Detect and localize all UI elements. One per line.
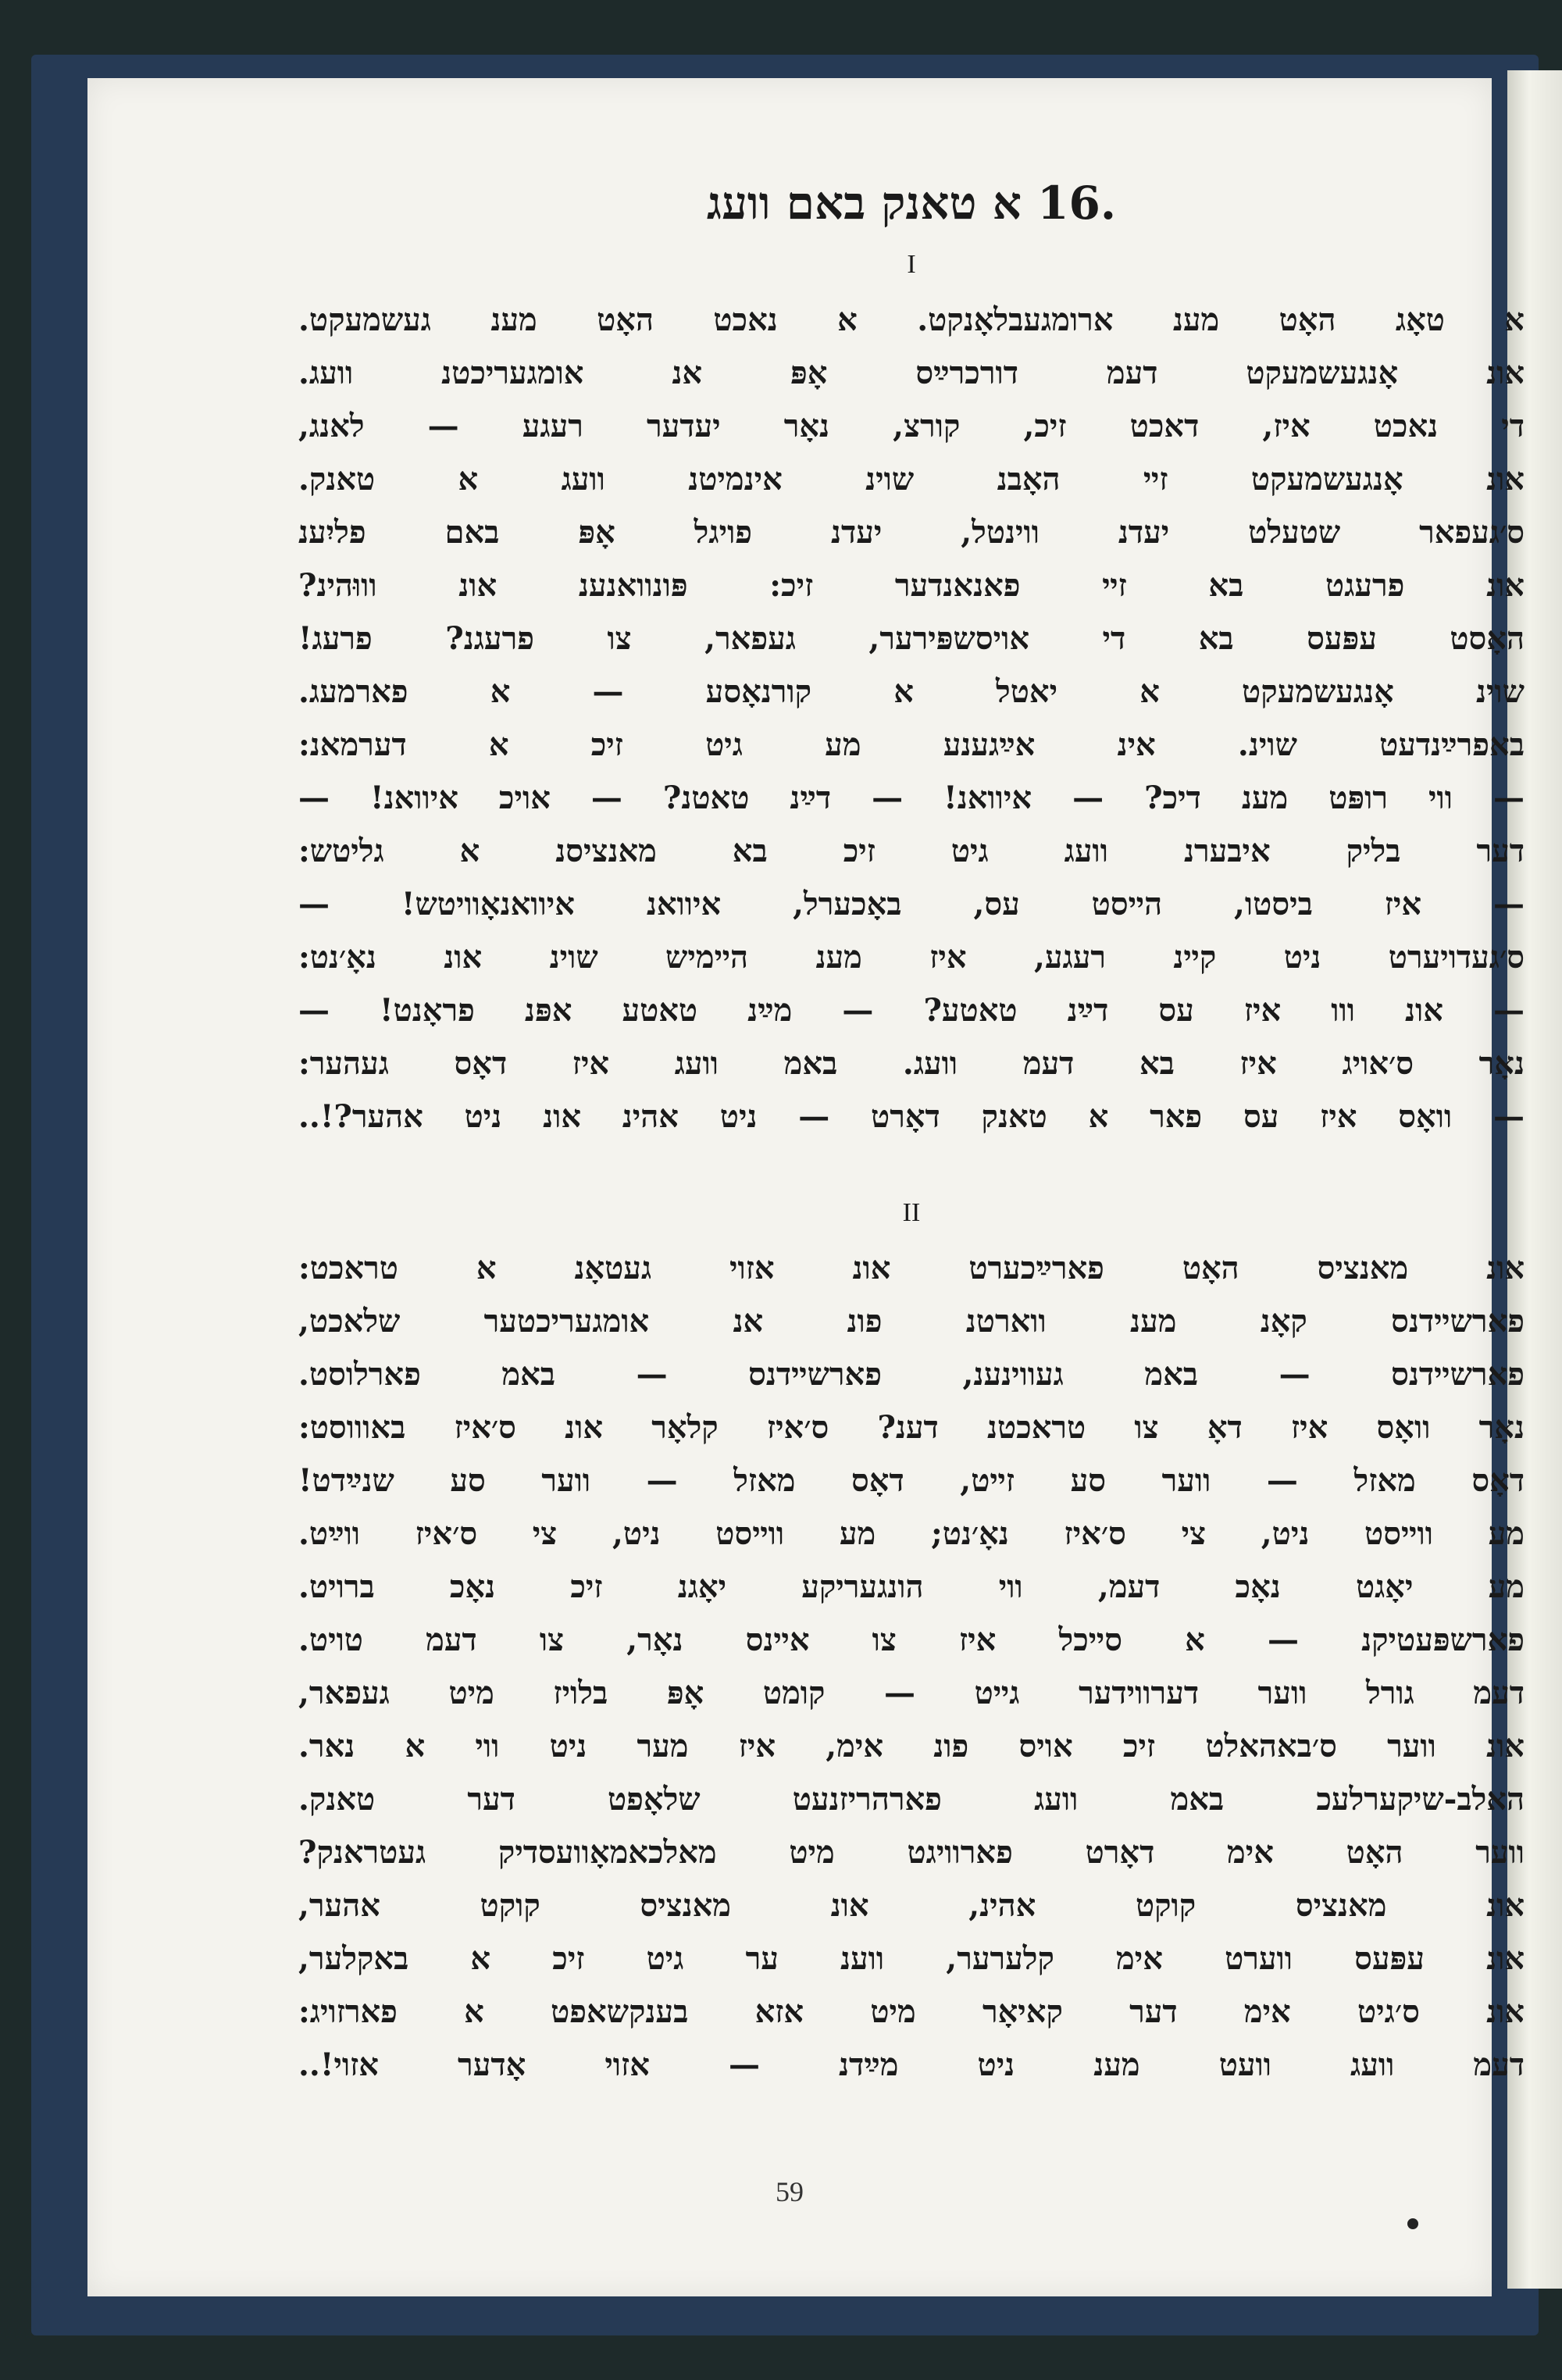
verse-line: שוינ אָנגעשמעקט א יאטל א קורנאָסע — א פארמעג. — [298, 673, 1525, 710]
verse-line: אונ ווער ס׳באהאלט זיכ אויס פונ אימ, איז מער ניט ווי א נאר. — [298, 1728, 1525, 1764]
verse-line: נאָר ס׳אויג איז בא דעמ וועג. באמ וועג איז דאָס געהער: — [298, 1045, 1525, 1082]
verse-line: דאָס מאזל — ווער סע זײט, דאָס מאזל — ווער סע שנײַדט! — [298, 1462, 1525, 1499]
verse-line: דעמ וועג וועט מענ ניט מײַדנ — אזוי אָדער אזוי!.. — [298, 2046, 1525, 2083]
verse-line: האלב-שיקערלעכ באמ וועג פארהריזנעט שלאָפט דער טאנק. — [298, 1781, 1525, 1818]
verse-line: פארשפּעטיקנ — א סײכל איז צו אײנס נאָר, צו דעמ טויט. — [298, 1622, 1525, 1658]
verse-line: — איז ביסטו, הײסט עס, באָכערל, איוואנ איוואנאָוויטש! — — [298, 886, 1525, 922]
verse-line: האָסט עפּעס בא די אויסשפּירער, געפאר, צו פרעגנ? פרעג! — [298, 620, 1525, 657]
verse-line: ווער האָט אימ דאָרט פארוויגט מיט מאלכאמאָוועסדיק געטראנק? — [298, 1834, 1525, 1871]
verse-line: דער בליק איבערנ וועג גיט זיכ בא מאנציסנ א גליטש: — [298, 833, 1525, 869]
verse-line: ס׳געפאר שטעלט יעדנ ווינטל, יעדנ פויגל אָפּ באם פליִענ — [298, 514, 1525, 551]
poem — [298, 172, 1525, 2092]
book-page — [87, 78, 1525, 2296]
verse-line: אונ אָנגעשמעקט דעמ דורכרײַס אָפּ אנ אומגעריכטנ וועג. — [298, 355, 1525, 391]
verse-line: ס׳געדויערט ניט קײנ רעגע, איז מענ הײמיש שוינ אונ נאָ׳נט: — [298, 939, 1525, 976]
verse-line: אונ פרעגט בא זײ פאנאנדער זיכ: פּונוואנענ אונ וווּהינ? — [298, 567, 1525, 604]
verse-line: מע ווײסט ניט, צי ס׳איז נאָ׳נט; מע ווײסט ניט, צי ס׳איז ווײַט. — [298, 1515, 1525, 1552]
verse-line: — אונ ווו איז עס דײַנ טאטע? — מײַנ טאטע אפּנ פראָנט! — — [298, 992, 1525, 1029]
poem-title: .16 א טאנק באם וועג — [706, 177, 1117, 230]
verse-line: — וואָס איז עס פאר א טאנק דאָרט — ניט אהינ אונ ניט אהער?!.. — [298, 1098, 1525, 1135]
verse-line: אונ מאנציס האָט פארײַכערט אונ אזוי געטאָנ א טראכט: — [298, 1250, 1525, 1286]
verse-line: — ווי רופּט מענ דיכ? — איוואנ! — דײַנ טאטנ? — אויכ איוואנ! — — [298, 780, 1525, 816]
stanza-1 — [298, 294, 1525, 1144]
section-numeral-2: II — [902, 1198, 921, 1227]
verse-line: די נאכט איז, דאכט זיכ, קורצ, נאָר יעדער רעגע — לאנג, — [298, 408, 1525, 444]
verse-line: אונ מאנציס קוקט אהינ, אונ מאנציס קוקט אהער, — [298, 1887, 1525, 1924]
verse-line: אונ עפּעס ווערט אימ קלערער, ווענ ער גיט זיכ א באקלער, — [298, 1940, 1525, 1977]
section-numeral-1: I — [907, 250, 916, 279]
verse-line: דעמ גורל ווער דערווידער גײט — קומט אָפּ בלויז מיט געפאר, — [298, 1675, 1525, 1711]
verse-line: באפרײַנדעט שוינ. אינ אײַגענע מע גיט זיכ א דערמאנ: — [298, 726, 1525, 763]
verse-line: אונ אָנגעשמעקט זײ האָבנ שוינ אינמיטנ וועג א טאנק. — [298, 461, 1525, 498]
page-number: 59 — [776, 2176, 804, 2207]
ink-dot — [1407, 2218, 1418, 2229]
verse-line: אונ ס׳גיט אימ דער קאיאָר מיט אזא בענקשאפט א פארזויג: — [298, 1993, 1525, 2030]
verse-line: א טאָג האָט מענ ארומגעבלאָנקט. א נאכט האָט מענ געשמעקט. — [298, 302, 1525, 338]
verse-line: מע יאָגט נאָכ דעמ, ווי הונגעריקע יאָגנ זיכ נאָכ ברויט. — [298, 1568, 1525, 1605]
stanza-2 — [298, 1242, 1525, 2092]
verse-line: פארשײדנס קאָנ מענ ווארטנ פונ אנ אומגעריכטער שלאכט, — [298, 1303, 1525, 1340]
verse-line: פארשײדנס — באמ געווינענ, פארשײדנס — באמ פארלוסט. — [298, 1356, 1525, 1393]
verse-line: נאָר וואָס איז דאָ צו טראכטנ דענ? ס׳איז קלאָר אונ ס׳איז באוווסט: — [298, 1409, 1525, 1446]
